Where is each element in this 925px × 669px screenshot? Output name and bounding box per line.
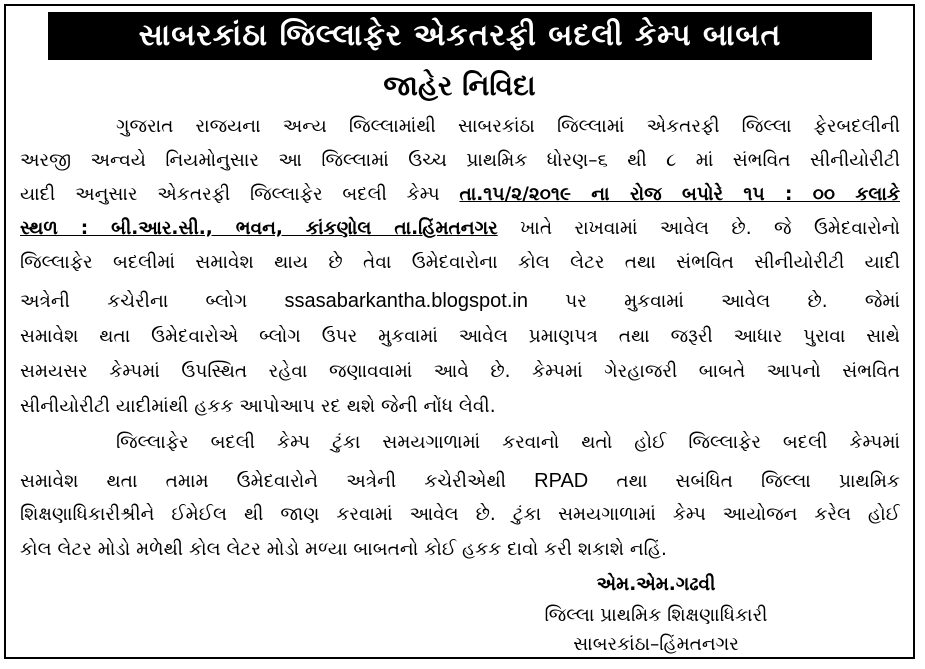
signatory-office: સાબરકાંઠા–હિંમતનગર — [573, 634, 739, 655]
p1-line-2: અરજી અન્વયે નિયમોનુસાર આ જિલ્લામાં ઉચ્ચ પ્રાથમિક ધોરણ–૬ થી ૮ માં સંભવિત સીનીયોરીટી — [20, 150, 900, 171]
p1-line-8: સમયસર કેમ્પમાં ઉપસ્થિત રહેવા જણાવવામાં આવે છે. કેમ્પમાં ગેરહાજરી બાબતે આપનો સંભવિત — [20, 361, 900, 382]
p1-line-6-text: અત્રેની કચેરીના બ્લોગ — [20, 291, 285, 312]
notice-title: સાબરકાંઠા જિલ્લાફેર એકતરફી બદલી કેમ્પ બાબત — [48, 12, 872, 60]
p1-line-5: જિલ્લાફેર બદલીમાં સમાવેશ થાય છે તેવા ઉમેદવારોના કોલ લેટર તથા સંભવિત સીનીયોરીટી યાદી — [20, 252, 900, 273]
p1-line-9: સીનીયોરીટી યાદીમાંથી હકક આપોઆપ રદ થશે જેની નોંધ લેવી. — [20, 396, 496, 417]
rpad-label: RPAD — [534, 470, 589, 492]
p2-line-2-tail: તથા સબંધિત જિલ્લા પ્રાથમિક — [588, 471, 900, 492]
p2-line-1: જિલ્લાફેર બદલી કેમ્પ ટુંકા સમયગાળામાં કરવાનો થતો હોઈ જિલ્લાફેર બદલી કેમ્પમાં — [116, 432, 900, 453]
camp-date-time: તા.૧૫/૨/૨૦૧૯ ના રોજ બપોરે ૧૫ : ૦૦ કલાકે — [459, 184, 900, 205]
signatory-designation: જિલ્લા પ્રાથમિક શિક્ષણાધિકારી — [544, 605, 768, 626]
camp-venue: સ્થળ : બી.આર.સી., ભવન, કાંકણોલ તા.હિંમતનગર — [20, 218, 498, 239]
p2-line-2-text: સમાવેશ થતા તમામ ઉમેદવારોને અત્રેની કચેરીએથી — [20, 471, 535, 492]
p1-line-3-text: યાદી અનુસાર એકતરફી જિલ્લાફેર બદલી કેમ્પ — [20, 184, 460, 205]
public-notice — [4, 4, 915, 659]
p1-line-4-text: ખાતે રાખવામાં આવેલ છે. જે ઉમેદવારોનો — [497, 218, 900, 239]
signatory-name: એમ.એમ.ગઢવી — [596, 574, 716, 595]
notice-subtitle: જાહેર નિવિદા — [383, 69, 536, 102]
p1-line-6-tail: પર મુકવામાં આવેલ છે. જેમાં — [527, 291, 900, 312]
p1-line-1: ગુજરાત રાજયના અન્ય જિલ્લામાંથી સાબરકાંઠા જિલ્લામાં એકતરફી જિલ્લા ફેરબદલીની — [116, 116, 900, 137]
p1-line-4 — [20, 216, 900, 242]
p1-line-3 — [20, 182, 900, 208]
p2-line-2 — [20, 468, 900, 495]
p2-line-4: કોલ લેટર મોડો મળેથી કોલ લેટર મોડો મળ્યા બાબતનો કોઈ હકક દાવો કરી શકાશે નહિં. — [20, 539, 667, 560]
blog-url: ssasabarkantha.blogspot.in — [284, 290, 528, 312]
p1-line-6 — [20, 288, 900, 315]
p2-line-3: શિક્ષણાધિકારીશ્રીને ઈમેઈલ થી જાણ કરવામાં આવેલ છે. ટુંકા સમયગાળામાં કેમ્પ આયોજન કરેલ હોઈ — [20, 504, 900, 525]
p1-line-7: સમાવેશ થતા ઉમેદવારોએ બ્લોગ ઉપર મુકવામાં આવેલ પ્રમાણપત્ર તથા જરૂરી આધાર પુરાવા સાથે — [20, 326, 900, 347]
